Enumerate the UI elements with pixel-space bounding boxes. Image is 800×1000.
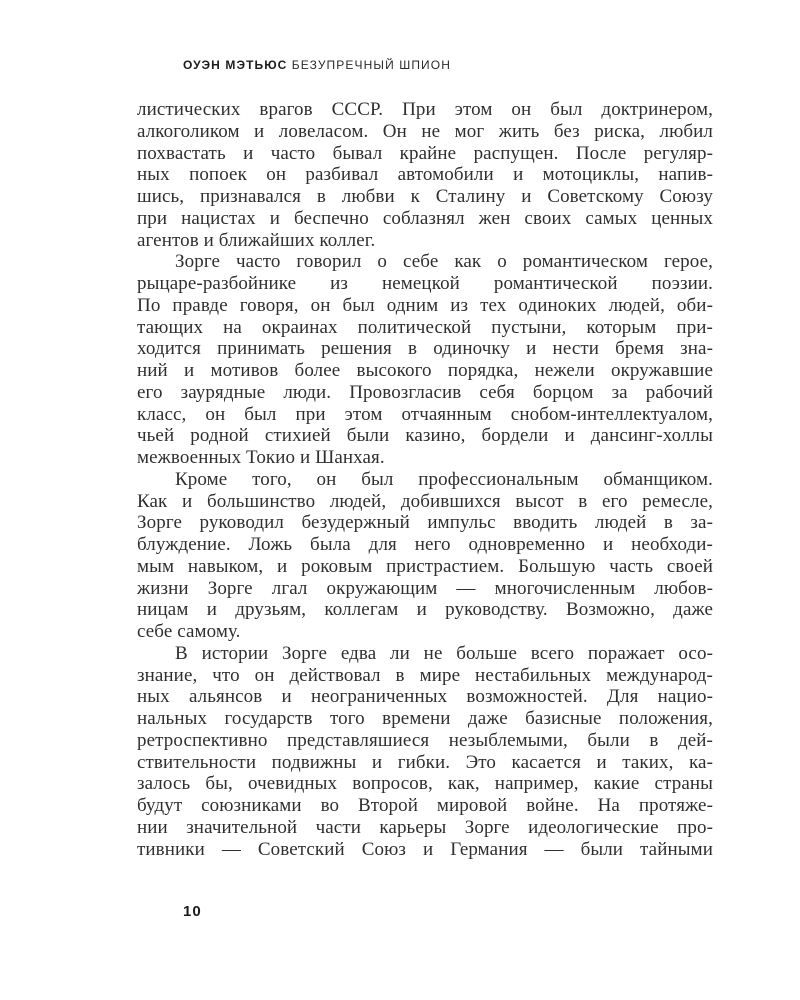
paragraph: [137, 99, 713, 251]
text-line: ных попоек он разбивал автомобили и мотоциклы, напив-: [137, 164, 713, 186]
text-line: рыцаре-разбойнике из немецкой романтической поэзии.: [137, 273, 713, 294]
text-line: ретроспективно представляшиеся незыблемыми, были в дей-: [137, 729, 713, 751]
paragraph: [137, 251, 713, 469]
text-line: ствительности подвижны и гибки. Это касается и таких, ка-: [137, 751, 713, 773]
running-header-author: ОУЭН МЭТЬЮС: [183, 58, 288, 72]
text-line: По правде говоря, он был одним из тех одиноких людей, оби-: [137, 294, 713, 316]
text-line: блуждение. Ложь была для него одновременно и необходи-: [137, 534, 713, 555]
text-line: алкоголиком и ловеласом. Он не мог жить без риска, любил: [137, 120, 713, 142]
text-line: ных альянсов и неограниченных возможностей. Для нацио-: [137, 686, 713, 708]
page-number: 10: [183, 903, 202, 920]
text-line: мым навыком, и роковым пристрастием. Большую часть своей: [137, 555, 713, 577]
text-line: В истории Зорге едва ли не больше всего поражает осо-: [175, 642, 713, 664]
text-line: класс, он был при этом отчаянным снобом-интеллектуалом,: [137, 403, 713, 425]
running-header: [183, 58, 451, 72]
text-line: тающих на окраинах политической пустыни, которым при-: [137, 316, 713, 338]
text-line: чьей родной стихией были казино, бордели и дансинг-холлы: [137, 425, 713, 447]
text-line: жизни Зорге лгал окружающим — многочисленным любов-: [137, 577, 713, 599]
text-line: Зорге часто говорил о себе как о романтическом герое,: [175, 251, 713, 273]
text-line: нальных государств того времени даже базисные положения,: [137, 708, 713, 729]
paragraph: [137, 469, 713, 643]
text-line: будут союзниками во Второй мировой войне. На протяже-: [137, 795, 713, 816]
text-line: его заурядные люди. Провозгласив себя борцом за рабочий: [137, 381, 713, 403]
text-line: себе самому.: [137, 621, 241, 642]
text-line: ний и мотивов более высокого порядка, нежели окружавшие: [137, 360, 713, 381]
text-line: при нацистах и беспечно соблазнял жен своих самых ценных: [137, 207, 713, 229]
text-line: Зорге руководил безудержный импульс вводить людей в за-: [137, 512, 713, 534]
text-line: залось бы, очевидных вопросов, как, например, какие страны: [137, 773, 713, 795]
paragraph: [137, 643, 713, 861]
text-line: нии значительной части карьеры Зорге идеологические про-: [137, 816, 713, 838]
text-line: межвоенных Токио и Шанхая.: [137, 447, 385, 468]
text-line: агентов и ближайших коллег.: [137, 229, 376, 251]
text-line: шись, признавался в любви к Сталину и Советскому Союзу: [137, 186, 713, 207]
text-line: ницам и друзьям, коллегам и руководству. Возможно, даже: [137, 599, 713, 621]
text-line: Как и большинство людей, добившихся высот в его ремесле,: [137, 490, 713, 512]
text-line: Кроме того, он был профессиональным обманщиком.: [175, 468, 713, 490]
text-line: ходится принимать решения в одиночку и нести бремя зна-: [137, 338, 713, 360]
running-header-title: БЕЗУПРЕЧНЫЙ ШПИОН: [291, 58, 451, 72]
text-line: похвастать и часто бывал крайне распущен. После регуляр-: [137, 142, 713, 164]
body-text: [137, 99, 713, 860]
text-line: листических врагов СССР. При этом он был доктринером,: [137, 99, 713, 120]
text-line: знание, что он действовал в мире нестабильных международ-: [137, 664, 713, 686]
text-line: тивники — Советский Союз и Германия — были тайными: [137, 838, 713, 860]
